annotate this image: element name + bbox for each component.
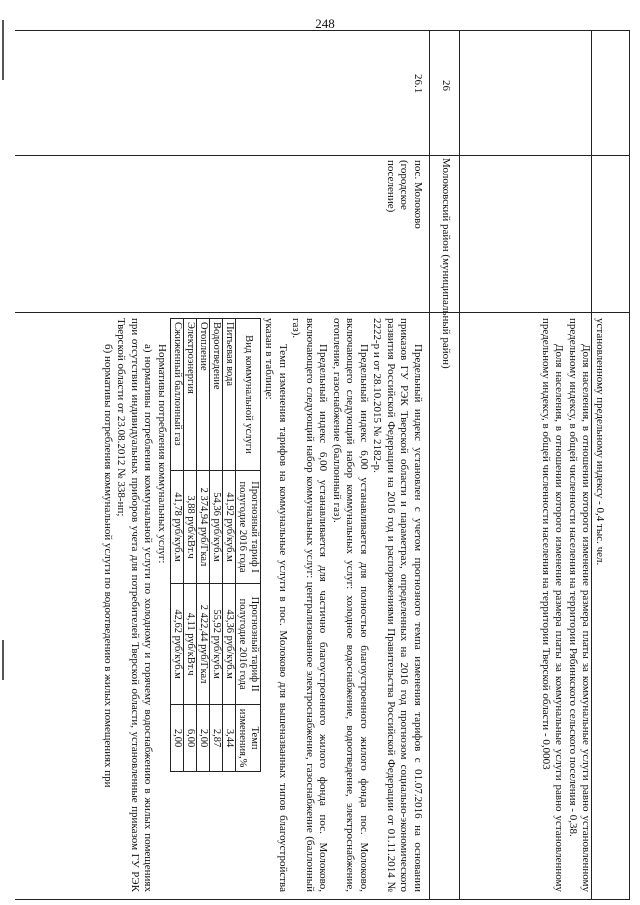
row-number: 26.1 (412, 74, 424, 94)
tariff-table (170, 318, 261, 772)
district-heading: Молоковский район (муниципальный район) (440, 158, 452, 369)
table-cell: Отопление (197, 319, 210, 471)
table-cell: Электроэнергия (184, 319, 197, 471)
row-number: 26 (440, 80, 452, 91)
table-cell: 55,92 руб/куб.м (210, 584, 223, 705)
table-cell: 42,62 руб/куб.м (171, 584, 184, 705)
table-border-right (15, 899, 630, 900)
table-header-cell: Прогнозный тариф II полугодие 2016 года (236, 584, 261, 705)
settlement-description (101, 318, 425, 892)
table-cell: 41,78 руб/куб.м (171, 470, 184, 583)
paragraph: Доля населения, в отношении которого изменение размера платы за коммунальные услуги равно установленному предельному индексу, в общей численности населения на территории Тверской области - 0,0003 (540, 318, 566, 892)
table-border-col1 (15, 155, 630, 156)
table-border-col2 (15, 312, 630, 313)
table-border-row (429, 30, 430, 899)
scan-edge-mark (2, 20, 4, 80)
table-cell: 2 422,44 руб/Гкал (197, 584, 210, 705)
table-cell: 41,92 руб/куб.м (223, 470, 236, 583)
table-row (223, 319, 236, 772)
table-row (210, 319, 223, 772)
table-row (184, 319, 197, 772)
paragraph: Предельный индекс установлен с учетом прогнозного темпа изменения тарифов с 01.07.2016 на основании приказов ГУ РЭК Тверской области и параметрах, определенных на 2016 год прогнозом социально-экономического развития Российской Федерации на 2016 год и распоряжениями Правительства Российской Федерации от 01.11.2014 № 2222-р и от 28.10.2015 № 2182-р. (371, 318, 424, 892)
table-cell: 6,00 (184, 705, 197, 772)
table-header-cell: Вид коммунальной услуги (236, 319, 261, 471)
paragraph: б) нормативы потребления коммунальной услуги по водоотведению в жилых помещениях при (102, 344, 114, 788)
table-row (197, 319, 210, 772)
table-cell: 54,36 руб/куб.м (210, 470, 223, 583)
table-cell: 3,88 руб/кВт.ч (184, 470, 197, 583)
scan-edge-mark (2, 640, 4, 680)
table-header-row (236, 319, 261, 772)
paragraph: Доля населения, в отношении которого изменение размера платы за коммунальные услуги равно установленному предельному индексу, в общей численности населения на территории Рябинкского сельского поселения - 0,38. (567, 318, 593, 892)
paragraph: Предельный индекс 6,00 устанавливается для полностью благоустроенного жилого фонда пос. Молоково, включающего следующий набор коммунальных услуг: холодное водоснабжение, водоотведение, электроснабжение, отопление, газоснабжение (баллонный газ). (331, 318, 370, 892)
settlement-name: пос. Молоково (городское поселение) (385, 160, 424, 229)
table-cell: 43,36 руб/куб.м (223, 584, 236, 705)
paragraph: установленному предельному индексу - 0,4 тыс. чел. (594, 318, 606, 566)
table-cell: 2,87 (210, 705, 223, 772)
page-number: 248 (315, 16, 335, 31)
table-cell: 3,44 (223, 705, 236, 772)
table-header-cell: Темп изменения,% (236, 705, 261, 772)
table-border-left (15, 30, 630, 31)
continuation-text (539, 318, 607, 892)
table-border-top (629, 30, 630, 899)
rotated-table-sheet (15, 30, 630, 900)
table-header-cell: Прогнозный тариф I полугодие 2016 года (236, 470, 261, 583)
table-cell: Сжиженный баллонный газ (171, 319, 184, 471)
table-row (171, 319, 184, 772)
paragraph: а) нормативы потребления коммунальной услуги по холодному и горячему водоснабжению в жилых помещениях при отсутствии индивидуальных приборов учета для потребителей Тверской области, установленные приказом ГУ РЭК Тверской области от 23.08.2012 № 338-нп; (115, 318, 155, 892)
table-cell: 4,11 руб/кВт.ч (184, 584, 197, 705)
table-cell: Водоотведение (210, 319, 223, 471)
table-cell: Питьевая вода (223, 319, 236, 471)
table-border-row (459, 30, 460, 899)
paragraph: Предельный индекс 6,00 устанавливается для частично благоустроенного жилого фонда пос. Молоково, включающего следующий набор коммунальных услуг: централизованное электроснабжение, газоснабжение (баллонный газ). (290, 318, 330, 892)
paragraph: Нормативы потребления коммунальных услуг: (156, 344, 168, 564)
table-cell: 2,00 (197, 705, 210, 772)
table-cell: 2 374,94 руб/Гкал (197, 470, 210, 583)
paragraph: Темп изменения тарифов на коммунальные услуги в пос. Молоково для вышеназванных типов благоустройства указан в таблице: (263, 318, 289, 892)
table-cell: 2,00 (171, 705, 184, 772)
